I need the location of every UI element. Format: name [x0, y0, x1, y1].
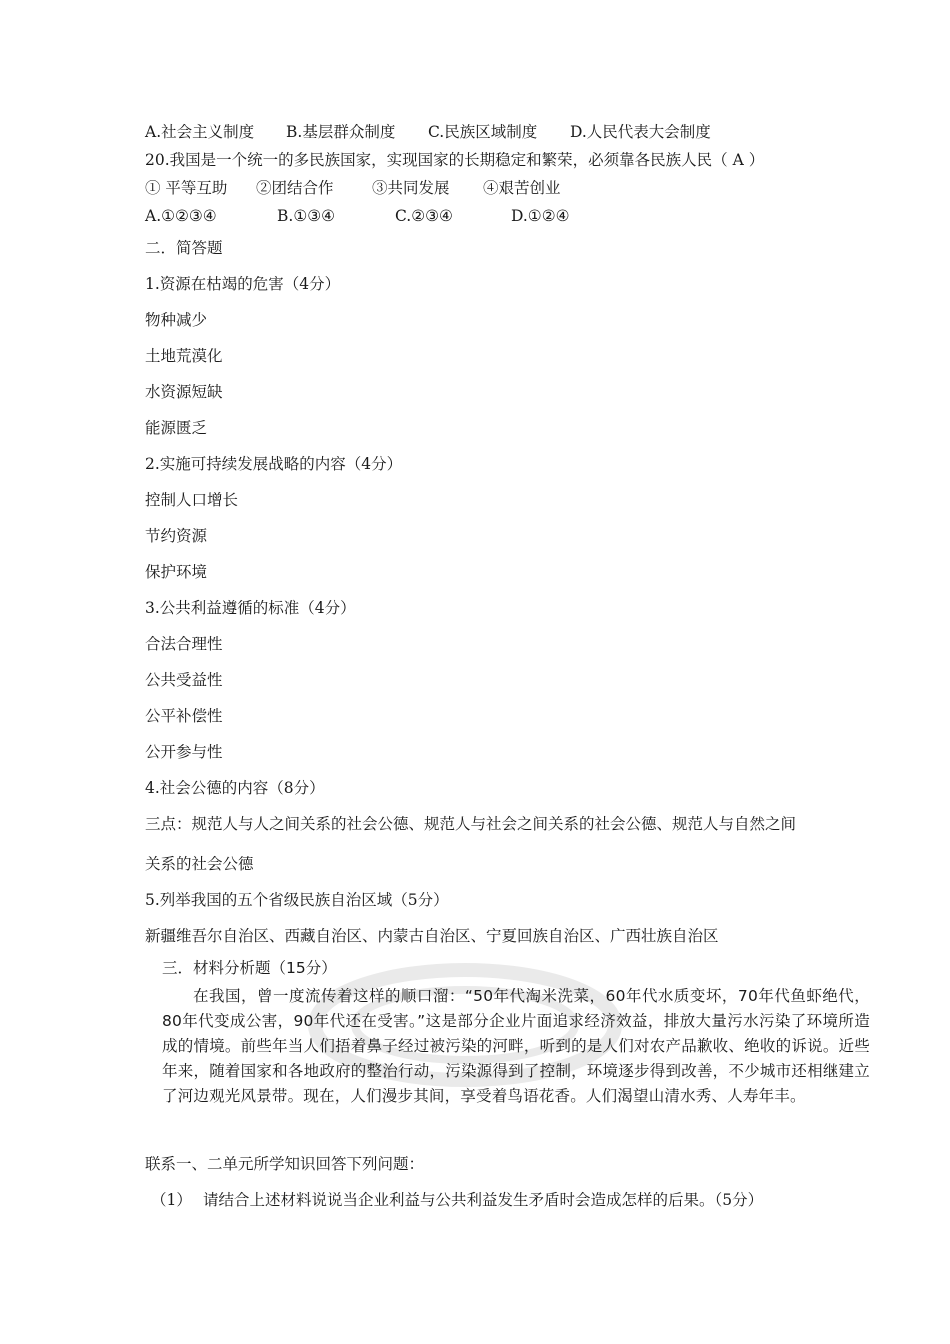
q4-title: 4.社会公德的内容（8分）	[145, 779, 325, 797]
q3-answer: 公开参与性	[145, 743, 223, 761]
section3-title: 三．材料分析题（15分）	[162, 959, 337, 977]
q5-title: 5.列举我国的五个省级民族自治区域（5分）	[145, 891, 449, 909]
q2-title: 2.实施可持续发展战略的内容（4分）	[145, 455, 403, 473]
q20-option-c: C.②③④	[395, 207, 453, 225]
q20-item-4: ④艰苦创业	[483, 179, 561, 197]
q3-answer: 公共受益性	[145, 671, 223, 689]
q1-answer: 水资源短缺	[145, 383, 223, 401]
q20-option-d: D.①②④	[511, 207, 570, 225]
q3-answer: 公平补偿性	[145, 707, 223, 725]
q19-option-b: B.基层群众制度	[286, 123, 396, 141]
q19-option-a: A.社会主义制度	[145, 123, 255, 141]
material-section	[162, 958, 870, 1109]
sub-question-1	[151, 1190, 763, 1210]
material-passage: 在我国，曾一度流传着这样的顺口溜：“50年代淘米洗菜，60年代水质变坏，70年代鱼虾绝代，80年代变成公害，90年代还在受害。”这是部分企业片面追求经济效益，排放大量污水污染了环境所造成的情境。前些年当人们捂着鼻子经过被污染的河畔，听到的是人们对农产品歉收、绝收的诉说。近些年来，随着国家和各地政府的整治行动，污染源得到了控制，环境逐步得到改善，不少城市还相继建立了河边观光风景带。现在，人们漫步其间，享受着鸟语花香。人们渴望山清水秀、人寿年丰。	[162, 987, 870, 1105]
instruction: 联系一、二单元所学知识回答下列问题：	[145, 1155, 425, 1173]
q20-item-1: ① 平等互助	[145, 179, 228, 197]
q19-options	[145, 122, 711, 142]
q20-item-3: ③共同发展	[372, 179, 450, 197]
q19-option-c: C.民族区域制度	[428, 123, 538, 141]
q20-stem: 20.我国是一个统一的多民族国家，实现国家的长期稳定和繁荣，必须靠各民族人民（ A ）	[145, 151, 765, 169]
q3-title: 3.公共利益遵循的标准（4分）	[145, 599, 356, 617]
q1-title: 1.资源在枯竭的危害（4分）	[145, 275, 341, 293]
section2-title: 二．简答题	[145, 239, 223, 257]
q20-item-2: ②团结合作	[256, 179, 334, 197]
q20-option-a: A.①②③④	[145, 207, 217, 225]
q1-answer: 物种减少	[145, 311, 208, 329]
q3-answer: 合法合理性	[145, 635, 223, 653]
q2-answer: 控制人口增长	[145, 491, 239, 509]
q20-options	[145, 206, 570, 226]
sub-question-1-text: 请结合上述材料说说当企业利益与公共利益发生矛盾时会造成怎样的后果。（5分）	[203, 1191, 764, 1209]
q20-option-b: B.①③④	[277, 207, 336, 225]
q1-answer: 能源匮乏	[145, 419, 208, 437]
sub-question-1-number: （1）	[151, 1191, 192, 1209]
q5-answer: 新疆维吾尔自治区、西藏自治区、内蒙古自治区、宁夏回族自治区、广西壮族自治区	[145, 927, 719, 945]
q4-answer-cont: 关系的社会公德	[145, 855, 254, 873]
q20-items	[145, 178, 561, 198]
q4-answer: 三点：规范人与人之间关系的社会公德、规范人与社会之间关系的社会公德、规范人与自然之间	[145, 815, 797, 833]
q19-option-d: D.人民代表大会制度	[570, 123, 711, 141]
q2-answer: 保护环境	[145, 563, 208, 581]
q1-answer: 土地荒漠化	[145, 347, 223, 365]
q2-answer: 节约资源	[145, 527, 208, 545]
